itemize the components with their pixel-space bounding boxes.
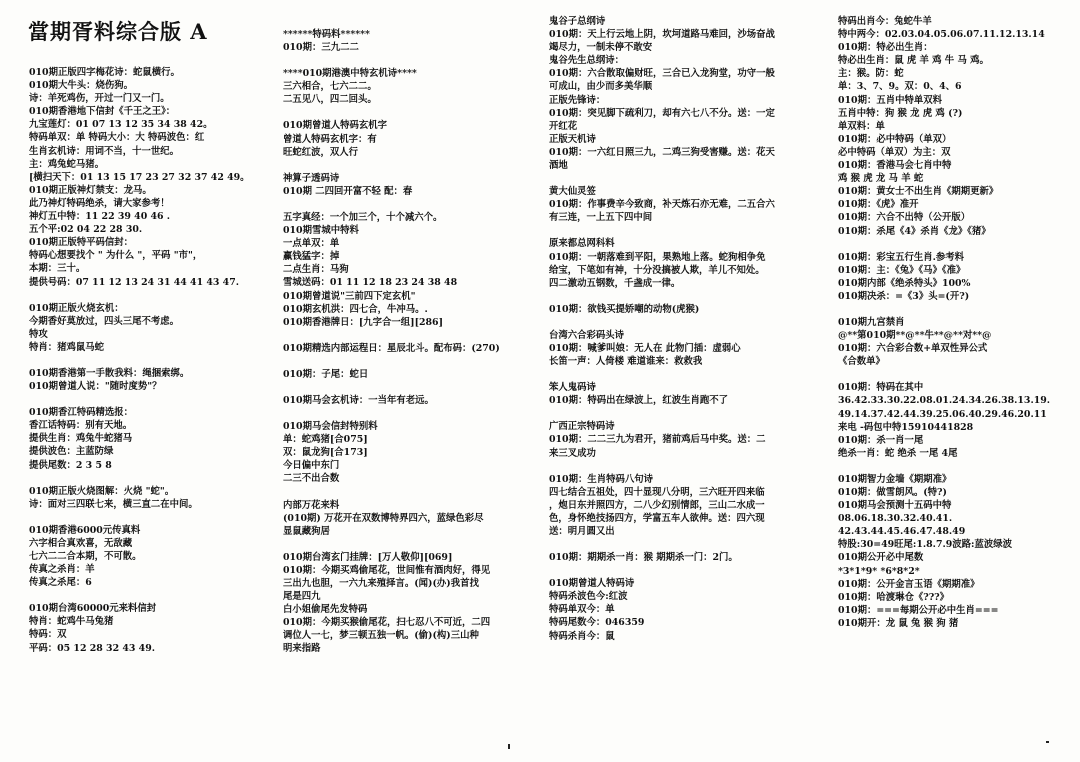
text-line: *3*1*9* *6*8*2* (838, 565, 920, 577)
text-line: 010期：三九二二 (283, 42, 359, 54)
text-line: 010期：生肖特码八句诗 (549, 473, 653, 485)
text-line: 010期：作事费辛今致商，补天炼石亦无难，二五合六 (549, 199, 775, 211)
scan-speck (1046, 741, 1049, 743)
text-line: 鬼谷先生总纲诗： (549, 55, 625, 67)
text-line: 010期：一朝落难到平阳，果熟地上落。蛇狗相争免 (549, 251, 766, 263)
text-line: 010期香江特码精选报： (29, 407, 133, 419)
line-gap (549, 172, 811, 185)
text-line: 010期：子尾：蛇日 (283, 368, 369, 380)
text-line: 可成山，由少而多美华顺 (549, 81, 653, 93)
text-line: 010期：公开金言玉语《期期准》 (838, 578, 980, 590)
line-gap (549, 564, 811, 577)
text-line: 单：3、7、9。双：0、4、6 (838, 81, 962, 93)
text-line: 010期：哈渡琳仓《???》 (838, 591, 950, 603)
text-line: 显鼠藏狗居 (283, 525, 330, 537)
line-gap (838, 238, 1068, 251)
text-line: 赢钱猛字：掉 (283, 251, 340, 263)
text-line: 010期内部《绝杀特头》100% (838, 277, 971, 289)
line-gap (549, 538, 811, 551)
text-line: 有三连，一上五下四中间 (549, 212, 653, 224)
text-line: 主：鸡兔蛇马猪。 (29, 158, 105, 170)
line-gap (29, 511, 271, 524)
text-line: 特码杀肖今：鼠 (549, 630, 615, 642)
text-line: 010期香港第一手散我料：绳捆索绑。 (29, 367, 190, 379)
text-line: 神算子透码诗 (283, 172, 340, 184)
line-gap (283, 486, 529, 499)
line-gap (549, 368, 811, 381)
text-line: 010期：特码出在绿波上，红波生肖跑不了 (549, 395, 728, 407)
text-line: 特码单双今：单 (549, 604, 615, 616)
line-gap (283, 329, 529, 342)
line-gap (29, 393, 271, 406)
text-line: 010期正版神灯禁支：龙马。 (29, 184, 152, 196)
text-line: 三出九也胆，一六九来殖择言。(闻)(办)我首找 (283, 578, 479, 589)
text-line: 010期：今期买猴偷尾花，扫七忍八不可近，二四 (283, 617, 491, 629)
text-line: 010期大牛头：烧伤狗。 (29, 80, 133, 92)
text-line: 竭尽力，一制未停不敢安 (549, 42, 653, 54)
text-line: 白小姐偷尾先发特码 (283, 604, 368, 616)
text-line: 此乃神灯特码绝杀，请大家参考！ (29, 197, 170, 209)
text-line: 平码：05 12 28 32 43 49. (29, 642, 155, 654)
text-line: 黄大仙灵签 (549, 186, 596, 198)
text-line: 010期：一六红日照三九，二鸡三狗受害赚。送：花天 (549, 146, 775, 158)
text-line: 010期马会信封特别料 (283, 421, 378, 433)
text-line: 鬼谷子总纲诗 (549, 16, 606, 27)
text-line: 特股:30=49旺尾:1.8.7.9波路:蓝波绿波 (838, 539, 1012, 551)
line-gap (283, 159, 529, 172)
text-line: 010期：必中特码（单双） (838, 133, 952, 145)
text-line: 诗：羊死鸡伤，开过一门又一门。 (29, 93, 170, 105)
line-gap (283, 538, 529, 551)
text-line: 010期：六合彩合数+单双性异公式 (838, 343, 988, 355)
text-line: 010期决杀：=《3》头=(开?) (838, 290, 970, 302)
line-gap (283, 54, 529, 67)
text-line: 开红花 (549, 120, 578, 132)
scan-speck (508, 744, 510, 749)
text-line: 36.42.33.30.22.08.01.24.34.26.38.13.19. (838, 395, 1051, 407)
text-line: 来三叉成功 (549, 447, 596, 459)
text-line: ，炮日东并照四方，二八少幻别情郎，三山二水成一 (549, 499, 765, 511)
text-line: 010期正版火烧图解：火烧 "蛇"。 (29, 485, 175, 497)
line-gap (283, 355, 529, 368)
text-line: 七六二二合本期，不可散。 (29, 551, 142, 562)
column-3 (549, 15, 811, 643)
line-gap (549, 407, 811, 420)
line-gap (29, 589, 271, 602)
text-line: 010期香港牌日：[九字合一组][286] (283, 316, 444, 328)
text-line: 010期智力金墙《期期准》 (838, 473, 952, 485)
text-line: 广西正宗特码诗 (549, 421, 615, 433)
text-line: 010期精选内部运程日：星辰北斗。配布码：(270) (283, 342, 500, 354)
text-line: 色，身怀绝技扬四方，学富五车人欲伸。送：四六现 (549, 512, 765, 524)
text-line: 鸡 猴 虎 龙 马 羊 蛇 (838, 173, 924, 185)
text-line: 010期开：龙 鼠 兔 猴 狗 猪 (838, 617, 959, 629)
text-line: 来电 -码包中特15910441828 (838, 421, 974, 433)
text-line: 010期：彩宝五行生肖.参考料 (838, 251, 964, 263)
text-line: 特攻 (29, 328, 48, 340)
text-line: 必中特码（单双）为主：双 (838, 146, 951, 158)
text-line: 010期台湾60000元来料信封 (29, 603, 157, 615)
text-line: 特码心想要找个 " 为什么 "，平码 "市"， (29, 250, 203, 262)
text-line: 010期：特码在其中 (838, 382, 924, 394)
line-gap (29, 354, 271, 367)
column-1 (29, 66, 271, 655)
text-line: 010期曾道说"三前四下定玄机" (283, 290, 416, 302)
text-line: 010期：《虎》准开 (838, 199, 919, 211)
text-line: 《合数单》 (838, 356, 885, 368)
text-line: 明来指路 (283, 643, 321, 655)
text-line: 010期 二四回开富不轻 配：春 (283, 185, 413, 197)
text-line: 五个平:02 04 22 28 30. (29, 224, 143, 236)
line-gap (549, 290, 811, 303)
text-line: 010期曾道人特码玄机字 (283, 120, 387, 132)
text-line: 010期雪城中特料 (283, 225, 359, 237)
text-line: 正版天机诗 (549, 133, 596, 145)
line-gap (283, 407, 529, 420)
text-line: ****010期港澳中特玄机诗**** (283, 68, 417, 80)
text-line: 010期香港6000元传真料 (29, 524, 141, 536)
text-line: 010期马会玄机诗：一当年有老远。 (283, 394, 434, 406)
column-4 (838, 15, 1068, 630)
text-line: 曾道人特码玄机字：有 (283, 133, 377, 145)
line-gap (838, 460, 1068, 473)
line-gap (29, 289, 271, 302)
text-line: ******特码料****** (283, 29, 370, 40)
text-line: 本期：三十。 (29, 263, 86, 275)
text-line: 010期公开必中尾数 (838, 552, 924, 564)
text-line: 提供尾数：2 3 5 8 (29, 459, 112, 471)
text-line: 台湾六合彩码头诗 (549, 329, 625, 341)
text-line: 08.06.18.30.32.40.41. (838, 513, 953, 525)
text-line: 二点生肖：马狗 (283, 264, 349, 276)
text-line: 提供波色：主蓝防绿 (29, 446, 114, 458)
text-line: 长笛一声：人倚楼 难道谁来：救救我 (549, 356, 703, 368)
text-line: 010期：香港马会七肖中特 (838, 160, 952, 172)
text-line: 笨人鬼码诗 (549, 382, 596, 394)
page-title: 當期胥料综合版 A (28, 19, 208, 44)
text-line: 九宝莲灯：01 07 13 12 35 34 38 42。 (29, 119, 213, 131)
line-gap (838, 368, 1068, 381)
text-line: 010期正版特平码信封： (29, 237, 133, 249)
text-line: 酒地 (549, 160, 568, 172)
text-line: 010期：五肖中特单双料 (838, 94, 942, 106)
text-line: 五肖中特：狗 猴 龙 虎 鸡 (?) (838, 107, 963, 119)
text-line: 010期：黄女士不出生肖《期期更新》 (838, 186, 999, 198)
text-line: 010期：杀一肖一尾 (838, 434, 924, 446)
column-2 (283, 28, 529, 656)
text-line: 010期：二二三九为君开，猪前鸡后马中奖。送：二 (549, 434, 766, 446)
text-line: 特肖：蛇鸡牛马兔猪 (29, 616, 114, 628)
line-gap (283, 106, 529, 119)
text-line: 010期：特必出生肖： (838, 42, 933, 54)
text-line: 010期香港地下信封《千王之王》： (29, 106, 176, 118)
text-line: 010期：突见脚下疏利刀，却有六七八不分。送：一定 (549, 107, 775, 119)
text-line: 010期：天上行云地上阴，坎坷道路马难回，沙场奋战 (549, 29, 775, 41)
text-line: 四二激动五钢数，千盏成一律。 (549, 277, 681, 289)
text-line: 香江话特码：别有天地。 (29, 420, 133, 432)
text-line: (010期) 万花开在双数博特界四六，蓝绿色彩尽 (283, 512, 484, 524)
text-line: 010期：六合不出特（公开版） (838, 212, 971, 224)
line-gap (549, 224, 811, 237)
text-line: 010期台湾玄门挂牌：[万人敬仰][069] (283, 551, 453, 563)
text-line: 特中两今：02.03.04.05.06.07.11.12.13.14 (838, 29, 1045, 41)
text-line: 010期正版四字梅花诗：蛇鼠横行。 (29, 67, 180, 78)
text-line: 010期：期期杀一肖：猴 期期杀一门：2门。 (549, 552, 738, 564)
text-line: 三六相合，七六二二。 (283, 81, 377, 93)
text-line: 010期玄机洪：四七合，牛冲马。. (283, 303, 428, 315)
text-line: 一点单双：单 (283, 238, 340, 250)
text-line: @**第010期**@**牛**@**对**@ (838, 330, 992, 342)
text-line: 010期：欲钱买提娇嘲的动物(虎猴) (549, 303, 700, 315)
line-gap (283, 198, 529, 211)
text-line: 特码尾数今：046359 (549, 617, 645, 629)
text-line: 42.43.44.45.46.47.48.49 (838, 526, 966, 538)
text-line: 010期：六合散取偏财旺，三合已入龙狗堂，功守一般 (549, 68, 775, 80)
text-line: 传真之杀尾：6 (29, 577, 92, 589)
text-line: 诗：面对三四联七来，横三直二在中间。 (29, 498, 198, 510)
text-line: 五字真经：一个加三个，十个减六个。 (283, 211, 443, 223)
text-line: 双：鼠龙狗[合173] (283, 447, 368, 459)
text-line: 010期九宫禁肖 (838, 316, 905, 328)
text-line: [横扫天下：01 13 15 17 23 27 32 37 42 49。 (29, 171, 250, 183)
text-line: 传真之杀肖：羊 (29, 564, 95, 576)
text-line: 二五见八，四二回头。 (283, 94, 377, 106)
text-line: 送：明月圆又出 (549, 526, 615, 537)
text-line: 神灯五中特：11 22 39 40 46 . (29, 211, 171, 223)
text-line: 特码杀波色今:红波 (549, 591, 628, 603)
text-line: 010期：做雪朗风。(特?) (838, 487, 947, 498)
text-line: 旺蛇红波，双人行 (283, 146, 359, 158)
text-line: 010期：喊爹叫娘：无人在 此物门插：虚弱心 (549, 342, 741, 354)
text-line: 单：蛇鸡猪[合075] (283, 434, 368, 446)
line-gap (549, 460, 811, 473)
text-line: 特肖：猪鸡鼠马蛇 (29, 341, 105, 353)
text-line: 010期：杀尾《4》杀肖《龙》《猪》 (838, 225, 991, 237)
line-gap (838, 303, 1068, 316)
text-line: 特码：双 (29, 629, 67, 641)
text-line: 010期曾道人特码诗 (549, 578, 635, 590)
text-line: 四七结合五祖处，四十显现八分明，三六旺开四来临 (549, 486, 765, 498)
text-line: 正版先锋诗： (549, 94, 606, 106)
text-line: 今日偏中东门 (283, 460, 340, 472)
text-line: 主：猴。防：蛇 (838, 68, 904, 80)
text-line: 010期：===每期公开必中生肖=== (838, 604, 999, 616)
text-line: 010期：今期买鸡偷尾花，世间惟有酒肉好，得见 (283, 564, 491, 576)
text-line: 010期马会预测十五码中特 (838, 500, 952, 512)
line-gap (29, 472, 271, 485)
text-line: 提供生肖：鸡兔牛蛇猪马 (29, 433, 133, 445)
text-line: 特必出生肖：鼠 虎 羊 鸡 牛 马 鸡。 (838, 55, 989, 67)
text-line: 绝杀一肖：蛇 绝杀 一尾 4尾 (838, 447, 958, 459)
text-line: 六字相合真欢喜，无敌藏 (29, 537, 133, 549)
line-gap (549, 316, 811, 329)
text-line: 二三不出合数 (283, 473, 340, 485)
text-line: 雪城送码：01 11 12 18 23 24 38 48 (283, 277, 458, 289)
text-line: 尾是四九 (283, 591, 321, 603)
text-line: 给宝，下笔如有神，十分没搞被人欺，羊儿不知处。 (549, 264, 765, 276)
text-line: 内部万花来料 (283, 499, 340, 511)
text-line: 特码出肖今：兔蛇牛羊 (838, 16, 932, 27)
text-line: 单双料：单 (838, 120, 885, 132)
text-line: 生肖玄机诗：用词不当，十一世纪。 (29, 145, 180, 157)
text-line: 010期：主：《兔》《马》《准》 (838, 264, 966, 276)
text-line: 今期香好莫放过，四头三尾不考虑。 (29, 315, 180, 327)
text-line: 调位人一七，梦三顿五独一帆。(偷)(构)三山种 (283, 630, 479, 642)
line-gap (283, 381, 529, 394)
text-line: 49.14.37.42.44.39.25.06.40.29.46.20.11 (838, 408, 1047, 420)
text-line: 010期正版火烧玄机： (29, 302, 124, 314)
text-line: 010期曾道人说："随时度势"？ (29, 381, 162, 393)
text-line: 原来都总网科料 (549, 238, 615, 250)
text-line: 特码单双：单 特码大小：大 特码波色：红 (29, 132, 205, 144)
text-line: 提供号码：07 11 12 13 24 31 44 41 43 47. (29, 276, 239, 288)
